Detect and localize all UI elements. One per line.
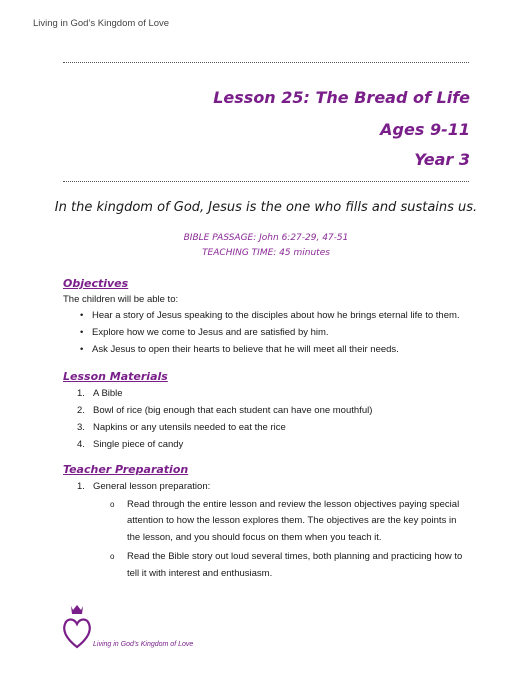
objective-text: Hear a story of Jesus speaking to the disciples about how he brings eternal life to them. (92, 310, 460, 321)
list-number: 3. (77, 422, 85, 433)
list-number: 1. (77, 481, 85, 492)
material-text: Bowl of rice (big enough that each student can have one mouthful) (93, 405, 373, 416)
lesson-theme: In the kingdom of God, Jesus is the one who fills and sustains us. (54, 200, 478, 215)
materials-heading: Lesson Materials (63, 370, 168, 383)
divider-bottom (63, 181, 469, 182)
lesson-title: Lesson 25: The Bread of Life (213, 88, 470, 107)
list-number: 4. (77, 439, 85, 450)
preparation-heading: Teacher Preparation (63, 463, 189, 476)
list-item (77, 405, 372, 422)
bullet-marker: • (80, 327, 84, 338)
list-item (77, 439, 372, 456)
list-item (77, 422, 372, 439)
list-number: 2. (77, 405, 85, 416)
list-item (80, 310, 460, 327)
bullet-marker: • (80, 310, 84, 321)
material-text: A Bible (93, 388, 123, 399)
preparation-list (77, 481, 210, 498)
objectives-list (80, 310, 460, 361)
material-text: Single piece of candy (93, 439, 184, 450)
list-item (77, 388, 372, 405)
preparation-text: General lesson preparation: (93, 481, 211, 492)
preparation-sublist (110, 497, 470, 585)
list-item (80, 327, 460, 344)
materials-list (77, 388, 372, 456)
crown-heart-logo (62, 603, 92, 651)
list-item (110, 497, 470, 546)
teaching-time: TEACHING TIME: 45 minutes (202, 248, 330, 258)
list-number: 1. (77, 388, 85, 399)
preparation-subtext: Read the Bible story out loud several times, both planning and practicing how to tell it with interest and enthusiasm. (127, 551, 463, 579)
list-item (110, 549, 470, 582)
lesson-ages: Ages 9-11 (380, 120, 470, 139)
objective-text: Explore how we come to Jesus and are satisfied by him. (92, 327, 329, 338)
sub-bullet-marker: o (110, 500, 115, 509)
objective-text: Ask Jesus to open their hearts to believe that he will meet all their needs. (92, 344, 399, 355)
divider-top (63, 62, 469, 63)
sub-bullet-marker: o (110, 552, 115, 562)
bullet-marker: • (80, 344, 84, 355)
bible-passage: BIBLE PASSAGE: John 6:27-29, 47-51 (183, 233, 349, 243)
objectives-intro: The children will be able to: (63, 294, 179, 305)
material-text: Napkins or any utensils needed to eat the rice (93, 422, 286, 433)
list-item (80, 344, 460, 361)
objectives-heading: Objectives (63, 277, 129, 290)
preparation-subtext: Read through the entire lesson and review the lesson objectives paying special attention to how the lesson explores them. The objectives are the key points in the lesson, and you should focus on them when you teach it. (127, 499, 460, 543)
lesson-year: Year 3 (414, 150, 470, 169)
footer-text: Living in God’s Kingdom of Love (93, 641, 194, 648)
running-header: Living in God’s Kingdom of Love (33, 18, 170, 29)
list-item (77, 481, 210, 498)
